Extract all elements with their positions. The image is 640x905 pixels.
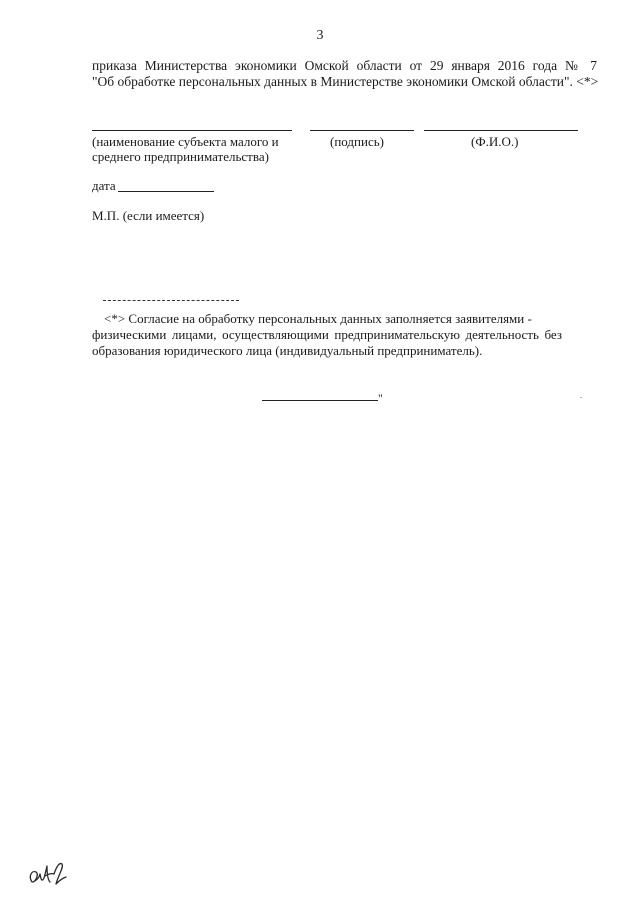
entity-name-line[interactable] — [92, 130, 292, 131]
entity-caption-line-1: (наименование субъекта малого и — [92, 134, 279, 149]
date-label: дата — [92, 178, 116, 193]
signature-caption: (подпись) — [330, 134, 384, 149]
footnote-line-3: образования юридического лица (индивидуальный предприниматель). — [92, 343, 483, 358]
fio-line[interactable] — [424, 130, 578, 131]
closing-quote: " — [378, 391, 383, 405]
intro-text-line-2: "Об обработке персональных данных в Министерстве экономики Омской области". <*> — [92, 74, 599, 89]
stamp-label: М.П. (если имеется) — [92, 208, 205, 223]
page-number: 3 — [316, 28, 324, 43]
footnote-line-1: <*> Согласие на обработку персональных данных заполняется заявителями - — [104, 311, 532, 326]
fio-caption: (Ф.И.О.) — [471, 134, 519, 149]
signature-line[interactable] — [310, 130, 414, 131]
handwritten-initials-signature — [26, 856, 70, 892]
footnote-line-2: физическими лицами, осуществляющими предпринимательскую деятельность без — [92, 327, 562, 342]
intro-text-line-1: приказа Министерства экономики Омской области от 29 января 2016 года № 7 — [92, 58, 597, 73]
footnote-separator — [103, 300, 239, 301]
date-field[interactable] — [118, 191, 214, 192]
entity-caption-line-2: среднего предпринимательства) — [92, 149, 269, 164]
closing-line — [262, 400, 378, 401]
scan-speck — [580, 397, 582, 398]
